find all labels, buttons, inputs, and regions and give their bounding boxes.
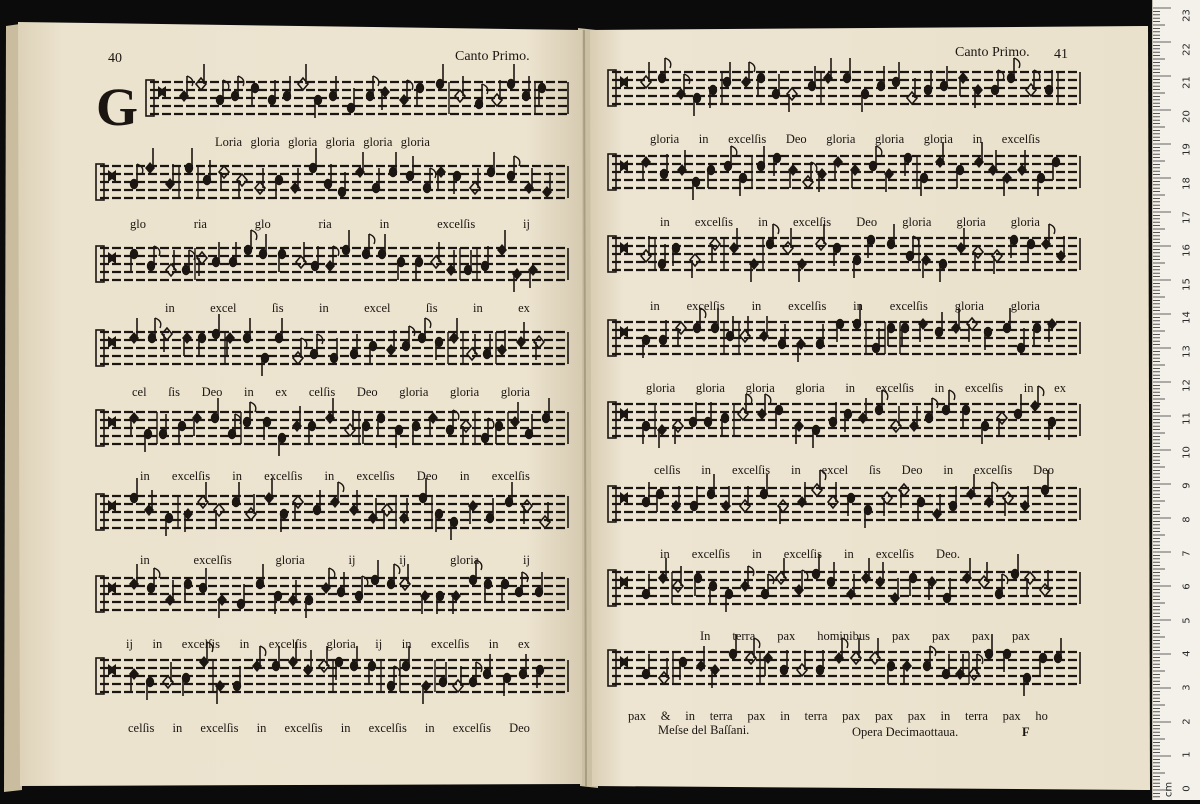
lyric-word: in xyxy=(660,547,670,561)
lyric-word: in xyxy=(758,215,768,229)
lyric-word: terra xyxy=(804,709,828,723)
lyric-word: excelſis xyxy=(875,547,914,561)
lyric-word: ho xyxy=(1035,709,1048,723)
lyric-word: in xyxy=(488,637,499,651)
lyric-word: excelſis xyxy=(889,299,928,313)
lyric-word: terra xyxy=(732,629,756,643)
lyric-word: in xyxy=(752,547,762,561)
lyric-word: pax xyxy=(842,709,861,723)
lyric-word: terra xyxy=(964,709,988,723)
ruler-number: 18 xyxy=(1181,177,1193,190)
lyric-word: ex xyxy=(518,301,530,315)
ruler-number: 16 xyxy=(1181,244,1193,258)
lyric-word: in xyxy=(940,709,951,723)
lyric-word: gloria xyxy=(956,215,986,229)
lyric-word: in xyxy=(232,469,242,483)
lyric-word: in xyxy=(459,469,470,483)
lyric-word: gloria xyxy=(1010,299,1040,313)
lyric-word: gloria xyxy=(325,135,355,149)
lyric-word: cel xyxy=(132,385,147,399)
lyric-word: celſis xyxy=(308,385,336,399)
lyric-word: excelſis xyxy=(264,469,303,483)
lyric-word: Deo xyxy=(416,469,438,483)
ruler-number: 21 xyxy=(1181,76,1193,90)
lyric-word: gloria xyxy=(650,132,680,146)
ruler-number: 7 xyxy=(1181,549,1193,557)
lyric-word: ex xyxy=(518,637,530,651)
lyric-word: excelſis xyxy=(284,721,323,735)
ruler-number: 1 xyxy=(1181,751,1193,758)
lyric-word: in xyxy=(853,299,863,313)
lyric-word: in xyxy=(934,381,945,395)
lyric-word: excelſis xyxy=(193,553,232,567)
lyric-word: excelſis xyxy=(356,469,395,483)
lyric-word: in xyxy=(379,217,390,231)
ruler-number: 22 xyxy=(1181,42,1193,56)
lyric-word: gloria xyxy=(902,215,932,229)
lyric-word: pax xyxy=(891,629,910,643)
lyric-word: pax xyxy=(931,629,950,643)
lyric-word: ſis xyxy=(271,301,284,315)
right-page-number: 41 xyxy=(1054,47,1068,62)
lyric-word: in xyxy=(244,385,254,399)
lyric-word: gloria xyxy=(326,637,356,651)
lyric-word: excelſis xyxy=(437,217,476,231)
lyric-word: pax xyxy=(747,709,766,723)
lyric-word: excelſis xyxy=(783,547,822,561)
lyric-word: in xyxy=(1023,381,1034,395)
ruler-number: 6 xyxy=(1181,583,1193,590)
ruler-number: 17 xyxy=(1181,210,1193,224)
lyric-word: in xyxy=(845,381,856,395)
lyric-word: excel xyxy=(364,301,391,315)
lyric-word: Deo xyxy=(1033,463,1054,477)
left-lyric-line-4 xyxy=(132,386,530,399)
lyric-word: in xyxy=(650,299,660,313)
ruler-number: 9 xyxy=(1181,482,1193,490)
lyric-word: ſis xyxy=(168,385,180,399)
lyric-word: gloria xyxy=(500,385,530,399)
lyric-word: Deo xyxy=(201,385,223,399)
lyric-word: excelſis xyxy=(1001,132,1040,146)
left-lyric-line-8 xyxy=(128,722,530,735)
lyric-word: pax xyxy=(628,709,647,723)
ruler-number: 0 xyxy=(1181,785,1193,792)
lyric-word: excelſis xyxy=(368,721,407,735)
lyric-word: gloria xyxy=(1010,215,1040,229)
ruler-number: 11 xyxy=(1181,412,1193,426)
ruler-number: 20 xyxy=(1181,109,1193,123)
lyric-word: ij xyxy=(126,637,133,651)
lyric-word: in xyxy=(943,463,954,477)
lyric-word: in xyxy=(140,469,150,483)
lyric-word: ſis xyxy=(425,301,438,315)
lyric-word: ria xyxy=(318,217,332,231)
lyric-word: gloria xyxy=(363,135,393,149)
left-lyric-line-1 xyxy=(215,136,430,149)
lyric-word: excelſis xyxy=(491,469,530,483)
lyric-word: excelſis xyxy=(452,721,491,735)
lyric-word: gloria xyxy=(826,132,856,146)
lyric-word: ex xyxy=(1054,381,1066,395)
lyric-word: excelſis xyxy=(694,215,734,229)
lyric-word: in xyxy=(239,637,250,651)
lyric-word: in xyxy=(751,299,762,313)
lyric-word: excelſis xyxy=(268,637,307,651)
lyric-word: excel xyxy=(210,301,237,315)
lyric-word: in xyxy=(324,469,335,483)
ruler-number: 2 xyxy=(1181,717,1193,725)
right-lyric-line-8 xyxy=(628,710,1048,723)
lyric-word: ij xyxy=(375,637,383,651)
ruler-number: 3 xyxy=(1181,684,1193,691)
lyric-word: gloria xyxy=(923,132,953,146)
lyric-word: in xyxy=(698,132,709,146)
lyric-word: gloria xyxy=(275,553,305,567)
ruler-number: 15 xyxy=(1181,277,1193,291)
lyric-word: excelſis xyxy=(731,463,771,477)
lyric-word: in xyxy=(780,709,790,723)
lyric-word: excelſis xyxy=(691,547,730,561)
footer-opus: Opera Decimaottaua. xyxy=(852,725,959,739)
lyric-word: In xyxy=(700,629,711,643)
lyric-word: Deo xyxy=(509,721,530,735)
left-lyric-line-7 xyxy=(126,638,530,651)
lyric-word: in xyxy=(660,215,670,229)
lyric-word: excelſis xyxy=(875,381,914,395)
right-lyric-line-7 xyxy=(700,630,1030,643)
ruler-number: 4 xyxy=(1181,650,1193,658)
lyric-word: celſis xyxy=(128,721,155,735)
lyric-word: ij xyxy=(523,217,530,231)
ruler-number: 13 xyxy=(1181,345,1193,358)
ruler-number: 10 xyxy=(1181,445,1193,459)
left-lyric-line-6 xyxy=(140,554,530,567)
ruler-number: 12 xyxy=(1181,378,1193,392)
right-lyric-line-6 xyxy=(660,548,960,561)
lyric-word: Deo xyxy=(785,132,807,146)
lyric-word: in xyxy=(172,721,183,735)
left-page-number: 40 xyxy=(108,51,122,66)
signature-mark: F xyxy=(1022,725,1030,739)
ruler-ticks xyxy=(1153,0,1200,800)
lyric-word: gloria xyxy=(450,385,480,399)
lyric-word: ij xyxy=(523,553,530,567)
lyric-word: excelſis xyxy=(181,637,220,651)
lyric-word: Deo xyxy=(356,385,378,399)
lyric-word: pax xyxy=(874,709,894,723)
lyric-word: pax xyxy=(971,629,990,643)
lyric-word: in xyxy=(401,637,412,651)
left-running-head: Canto Primo. xyxy=(455,49,530,64)
lyric-word: excelſis xyxy=(200,721,239,735)
lyric-word: pax xyxy=(777,629,796,643)
lyric-word: glo xyxy=(254,217,271,231)
lyric-word: excelſis xyxy=(788,299,827,313)
lyric-word: gloria xyxy=(795,381,825,395)
lyric-word: celſis xyxy=(654,463,681,477)
right-lyric-line-1 xyxy=(650,133,1040,146)
left-lyric-line-5 xyxy=(140,470,530,483)
lyric-word: excelſis xyxy=(792,215,832,229)
right-lyric-line-5 xyxy=(654,464,1054,477)
lyric-word: excelſis xyxy=(974,463,1013,477)
lyric-word: & xyxy=(660,709,671,723)
right-running-head: Canto Primo. xyxy=(955,45,1030,60)
lyric-word: gloria xyxy=(399,385,429,399)
lyric-word: ex xyxy=(275,385,288,399)
lyric-word: excelſis xyxy=(686,299,725,313)
lyric-word: ij xyxy=(399,553,407,567)
lyric-word: gloria xyxy=(745,381,775,395)
lyric-word: gloria xyxy=(288,135,318,149)
right-lyric-line-4 xyxy=(646,382,1066,395)
lyric-word: in xyxy=(256,721,267,735)
lyric-word: gloria xyxy=(450,553,480,567)
lyric-word: excelſis xyxy=(171,469,211,483)
decorated-initial: G xyxy=(96,77,139,137)
lyric-word: in xyxy=(152,637,163,651)
lyric-word: in xyxy=(791,463,801,477)
lyric-word: in xyxy=(701,463,712,477)
lyric-word: terra xyxy=(709,709,733,723)
lyric-word: ij xyxy=(348,553,356,567)
lyric-word: in xyxy=(972,132,983,146)
lyric-word: gloria xyxy=(646,381,676,395)
lyric-word: Loria xyxy=(215,135,243,149)
lyric-word: in xyxy=(424,721,435,735)
lyric-word: in xyxy=(473,301,483,315)
lyric-word: gloria xyxy=(695,381,725,395)
lyric-word: in xyxy=(319,301,329,315)
lyric-word: ria xyxy=(193,217,207,231)
lyric-word: gloria xyxy=(250,135,280,149)
lyric-word: in xyxy=(140,553,150,567)
lyric-word: excelſis xyxy=(728,132,767,146)
ruler-unit: cm xyxy=(1163,781,1175,798)
ruler-number: 8 xyxy=(1181,516,1193,523)
lyric-word: glo xyxy=(130,217,146,231)
lyric-word: excelſis xyxy=(431,637,470,651)
lyric-word: Deo xyxy=(856,215,878,229)
lyric-word: pax xyxy=(907,709,926,723)
lyric-word: in xyxy=(685,709,695,723)
lyric-word: ſis xyxy=(868,463,881,477)
lyric-word: in xyxy=(165,301,175,315)
right-lyric-line-2 xyxy=(660,216,1040,229)
right-lyric-line-3 xyxy=(650,300,1040,313)
lyric-word: gloria xyxy=(954,299,984,313)
ruler-number: 5 xyxy=(1181,617,1193,624)
lyric-word: Deo xyxy=(901,463,923,477)
left-lyric-line-2 xyxy=(130,218,530,231)
left-lyric-line-3 xyxy=(165,302,530,315)
lyric-word: hominibus xyxy=(817,629,870,643)
measuring-ruler xyxy=(1152,0,1200,800)
ruler-number: 19 xyxy=(1181,143,1193,157)
lyric-word: Deo. xyxy=(936,547,960,561)
lyric-word: pax xyxy=(1002,709,1021,723)
lyric-word: in xyxy=(340,721,351,735)
lyric-word: excel xyxy=(821,463,849,477)
lyric-word: excelſis xyxy=(964,381,1004,395)
lyric-word: pax xyxy=(1011,629,1030,643)
lyric-word: gloria xyxy=(874,132,905,146)
lyric-word: in xyxy=(844,547,854,561)
footer-title: Meſse del Baſſani. xyxy=(658,723,750,737)
ruler-number: 14 xyxy=(1181,311,1193,325)
lyric-word: gloria xyxy=(400,135,430,149)
ruler-number: 23 xyxy=(1181,9,1193,22)
